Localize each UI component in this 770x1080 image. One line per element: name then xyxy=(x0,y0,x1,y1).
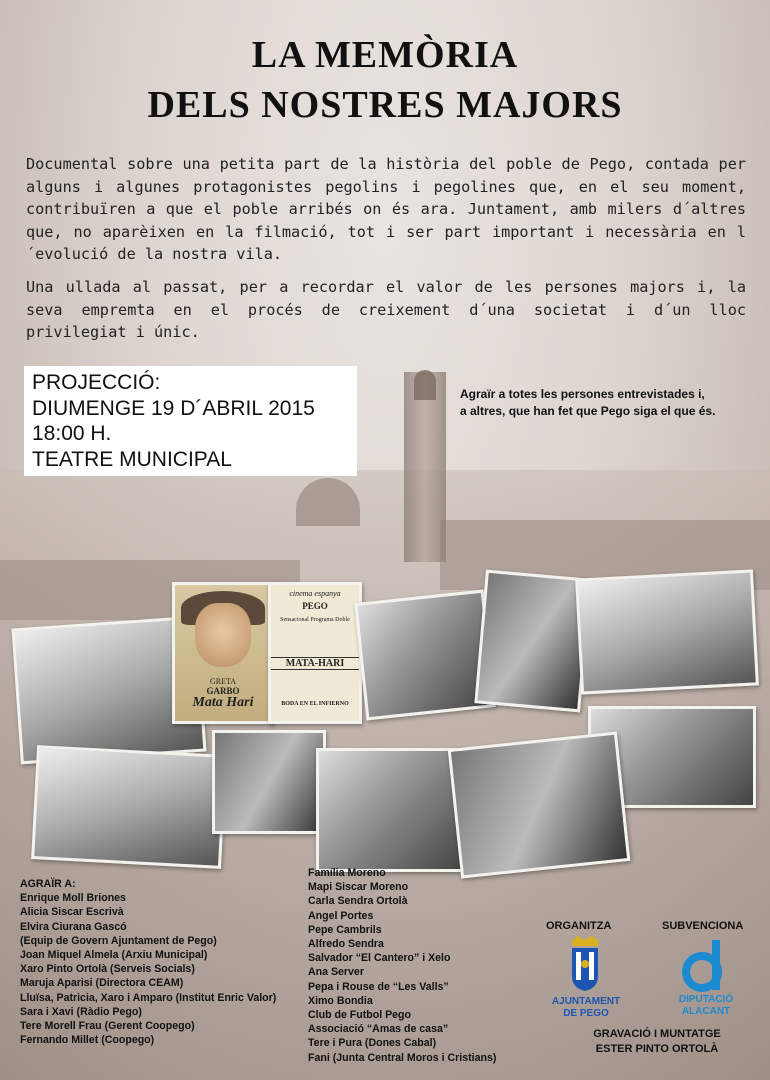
thanks-note xyxy=(460,386,760,420)
credit-item: Sara i Xavi (Ràdio Pego) xyxy=(20,1005,142,1018)
credit-item: Pepe Cambrils xyxy=(308,923,382,936)
thanks-line-1: Agraïr a totes les persones entrevistades i, xyxy=(460,387,705,401)
credit-item: Maruja Aparisi (Directora CEAM) xyxy=(20,977,184,990)
program-town: PEGO xyxy=(302,601,328,611)
organitza-label: ORGANITZA xyxy=(546,920,612,932)
thanks-line-2: a altres, que han fet que Pego siga el que és. xyxy=(460,404,716,418)
credit-item: Xaro Pinto Ortolà (Serveis Socials) xyxy=(20,963,195,976)
credit-item: Lluïsa, Patricia, Xaro i Amparo (Institut Enric Valor) xyxy=(20,991,277,1004)
subvenciona-label: SUBVENCIONA xyxy=(662,920,744,932)
projection-time: 18:00 H. xyxy=(32,422,112,445)
poster-face xyxy=(195,603,251,667)
bell-tower xyxy=(404,372,446,562)
credit-item: Alicia Siscar Escrivà xyxy=(20,906,124,919)
photo-rice-field xyxy=(31,745,227,869)
page-title xyxy=(0,30,770,130)
photo-school-children xyxy=(448,731,631,878)
program-title-3: BODA EN EL INFIERNO xyxy=(281,701,349,707)
photo-farmers xyxy=(212,730,326,834)
credit-item: Mapi Siscar Moreno xyxy=(308,881,409,894)
program-cinema: cinema espanya xyxy=(289,589,341,598)
credits-left xyxy=(20,877,276,1047)
credit-item: Tere i Pura (Dones Cabal) xyxy=(308,1037,437,1050)
projection-date: DIUMENGE 19 D´ABRIL 2015 xyxy=(32,396,315,420)
pego-coat-of-arms-icon xyxy=(568,936,602,992)
credit-item: Alfredo Sendra xyxy=(308,938,384,951)
photo-cinema-program xyxy=(268,582,362,724)
credit-item: Angel Portes xyxy=(308,909,374,922)
credit-item: Fani (Junta Central Moros i Cristians) xyxy=(308,1051,497,1064)
poster-film-title: Mata Hari xyxy=(192,695,254,710)
credits-heading: AGRAÏR A: xyxy=(20,878,76,890)
production-credit xyxy=(572,1027,742,1057)
projection-box xyxy=(24,366,357,476)
credit-item: Elvira Ciurana Gascó xyxy=(20,920,127,933)
credits-right xyxy=(308,866,496,1065)
photo-man-with-cart xyxy=(474,570,591,713)
diputacio-alacant-name xyxy=(664,994,748,1018)
diputacio-line-1: DIPUTACIÓ xyxy=(678,994,734,1005)
bell-tower-top xyxy=(414,370,436,400)
credit-item: Fernando Millet (Coopego) xyxy=(20,1034,155,1047)
credit-item: (Equip de Govern Ajuntament de Pego) xyxy=(20,934,217,947)
ajuntament-de-pego-name xyxy=(540,996,632,1020)
credit-item: Família Moreno xyxy=(308,867,386,879)
poster-name-2: GARBO xyxy=(206,686,240,696)
credit-item: Ana Server xyxy=(308,966,364,979)
poster-name-1: GRETA xyxy=(209,677,237,686)
credit-item: Tere Morell Frau (Gerent Coopego) xyxy=(20,1020,195,1033)
credit-item: Pepa i Rouse de “Les Valls” xyxy=(308,980,449,993)
program-subtitle: Sensacional Programa Doble xyxy=(280,617,350,623)
photo-children-group xyxy=(575,569,759,694)
credit-item: Associació “Amas de casa” xyxy=(308,1023,449,1036)
title-line-1: LA MEMÒRIA xyxy=(251,34,519,76)
diputacio-line-2: ALACANT xyxy=(681,1006,731,1017)
credit-item: Club de Futbol Pego xyxy=(308,1009,411,1022)
title-line-2: DELS NOSTRES MAJORS xyxy=(147,84,623,126)
photo-crowd xyxy=(316,748,466,872)
projection-venue: TEATRE MUNICIPAL xyxy=(32,447,232,471)
projection-label: PROJECCIÓ: xyxy=(32,371,161,394)
description-paragraph-2: Una ullada al passat, per a recordar el valor de les persones majors i, la seva empremta en el procés de creixement d´una societat i d´un lloc privilegiat i únic. xyxy=(26,278,746,341)
credit-item: Salvador “El Cantero” i Xelo xyxy=(308,952,451,965)
ajuntament-line-2: DE PEGO xyxy=(563,1008,609,1019)
photo-mata-hari-poster xyxy=(172,582,274,724)
program-title-2: MATA-HARI xyxy=(271,657,359,670)
credit-item: Enrique Moll Briones xyxy=(20,892,126,905)
ajuntament-line-1: AJUNTAMENT xyxy=(551,996,621,1007)
credit-item: Ximo Bondia xyxy=(308,994,373,1007)
diputacio-logo-icon xyxy=(680,938,730,992)
gravacio-line-1: GRAVACIÓ I MUNTATGE xyxy=(593,1028,721,1040)
credit-item: Carla Sendra Ortolà xyxy=(308,895,408,908)
credit-item: Joan Miquel Almela (Arxiu Municipal) xyxy=(20,949,208,962)
description-paragraph-1: Documental sobre una petita part de la història del poble de Pego, contada per alguns i algunes protagonistes pegolins i pegolines que, en el seu moment, contribuïren a que el poble arribés on és ara. Juntament, amb milers d´altres que, no aparèixen en la filmació, tot i ser part important i necessària en l´evolució de la nostra vila. xyxy=(26,155,746,263)
gravacio-line-2: ESTER PINTO ORTOLÀ xyxy=(595,1043,719,1055)
